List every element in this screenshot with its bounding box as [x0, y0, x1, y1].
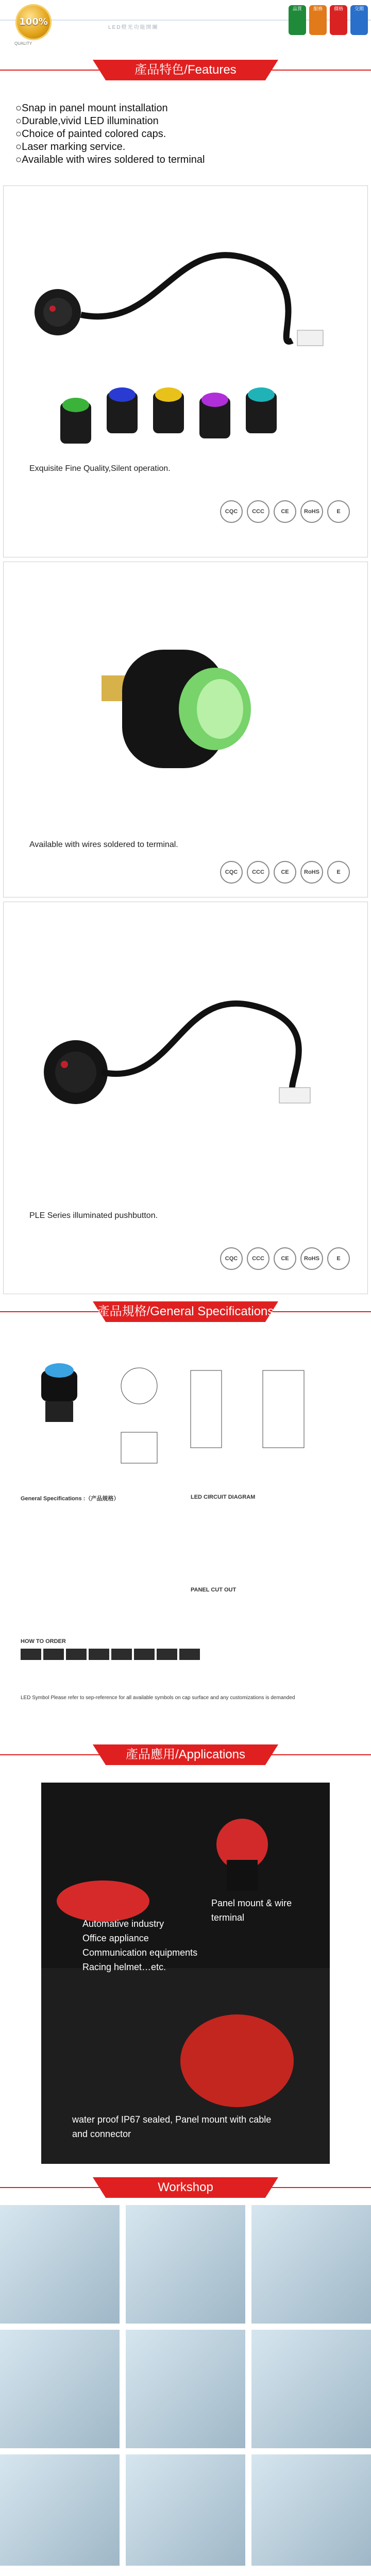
pillar-quality: 品質 [289, 5, 306, 35]
features-title: 產品特色/Features [134, 63, 237, 77]
workshop-photo [126, 2330, 245, 2448]
feature-item: ○Durable,vivid LED illumination [15, 115, 159, 127]
feature-item: ○Laser marking service. [15, 141, 126, 152]
panel-caption-2: Available with wires soldered to terminal. [29, 840, 178, 849]
led-circuit-title: LED CIRCUIT DIAGRAM [191, 1494, 256, 1500]
spec-footnote: LED Symbol Please refer to sep-reference for all available symbols on cap surface and any customizations is demanded [21, 1695, 295, 1701]
workshop-photo [0, 2454, 120, 2566]
workshop-photo [0, 2205, 120, 2324]
workshop-gallery [0, 2205, 371, 2566]
workshop-section-header [0, 2174, 371, 2201]
workshop-photo [126, 2205, 245, 2324]
applications-title: 產品應用/Applications [125, 1748, 246, 1761]
order-box [179, 1649, 200, 1660]
panel-cutout-title: PANEL CUT OUT [191, 1587, 237, 1593]
cqc-icon: CQC [220, 1247, 243, 1270]
order-box [111, 1649, 132, 1660]
workshop-title: Workshop [158, 2180, 213, 2194]
specs-section-header [0, 1298, 371, 1325]
cert-icons-2 [220, 861, 350, 884]
rohs-icon: RoHS [300, 861, 323, 884]
panel-caption-1: Exquisite Fine Quality,Silent operation. [29, 464, 171, 473]
order-box [89, 1649, 109, 1660]
cert-icons-3 [220, 1247, 350, 1270]
feature-item: ○Available with wires soldered to terminal [15, 154, 205, 165]
cqc-icon: CQC [220, 500, 243, 523]
order-box [157, 1649, 177, 1660]
ce-icon: CE [274, 500, 296, 523]
pillar-price: 價格 [330, 5, 347, 35]
ce-icon: CE [274, 861, 296, 884]
badge-sub: QUALITY [14, 41, 32, 46]
how-to-order-title: HOW TO ORDER [21, 1638, 66, 1645]
order-box [21, 1649, 41, 1660]
order-code-row [21, 1649, 202, 1663]
app-bottom-label: water proof IP67 sealed, Panel mount with cable and connector [72, 2114, 272, 2139]
order-box [43, 1649, 64, 1660]
order-box [66, 1649, 87, 1660]
ce-icon: CE [274, 1247, 296, 1270]
header-title: LED燈光功能開關 [108, 25, 159, 30]
product-panel-3 [3, 902, 368, 1294]
workshop-photo [251, 2330, 371, 2448]
features-list [15, 102, 356, 166]
ul-icon: E [327, 1247, 350, 1270]
ccc-icon: CCC [247, 500, 269, 523]
feature-item: ○Choice of painted colored caps. [15, 128, 166, 140]
ul-icon: E [327, 861, 350, 884]
spec-drawings [21, 1340, 350, 1556]
order-box [134, 1649, 155, 1660]
app-top-label: Panel mount & wire terminal [211, 1898, 292, 1923]
workshop-photo [126, 2454, 245, 2566]
spec-sheet [21, 1340, 350, 1731]
badge-text: 100% [19, 16, 48, 27]
pillar-delivery: 交期 [350, 5, 368, 35]
rohs-icon: RoHS [300, 500, 323, 523]
general-spec-title: General Specifications :（产品规格） [21, 1496, 120, 1502]
specs-title: 產品規格/General Specifications [97, 1304, 274, 1318]
ul-icon: E [327, 500, 350, 523]
product-photo-3 [4, 902, 367, 1294]
pillar-service: 服務 [309, 5, 327, 35]
workshop-photo [251, 2454, 371, 2566]
app-uses: Automative industry Office appliance Communication equipments Racing helmet…etc. [82, 1919, 198, 1972]
applications-image [41, 1783, 330, 2164]
feature-item: ○Snap in panel mount installation [15, 103, 168, 114]
workshop-photo [251, 2205, 371, 2324]
panel-caption-3: PLE Series illuminated pushbutton. [29, 1211, 158, 1220]
workshop-photo [0, 2330, 120, 2448]
features-section-header [0, 57, 371, 83]
cqc-icon: CQC [220, 861, 243, 884]
product-panel-1 [3, 185, 368, 557]
ccc-icon: CCC [247, 1247, 269, 1270]
product-panel-2 [3, 562, 368, 897]
applications-section-header [0, 1741, 371, 1768]
rohs-icon: RoHS [300, 1247, 323, 1270]
cert-icons-1 [220, 500, 350, 523]
quality-badge-icon [15, 4, 52, 40]
ccc-icon: CCC [247, 861, 269, 884]
